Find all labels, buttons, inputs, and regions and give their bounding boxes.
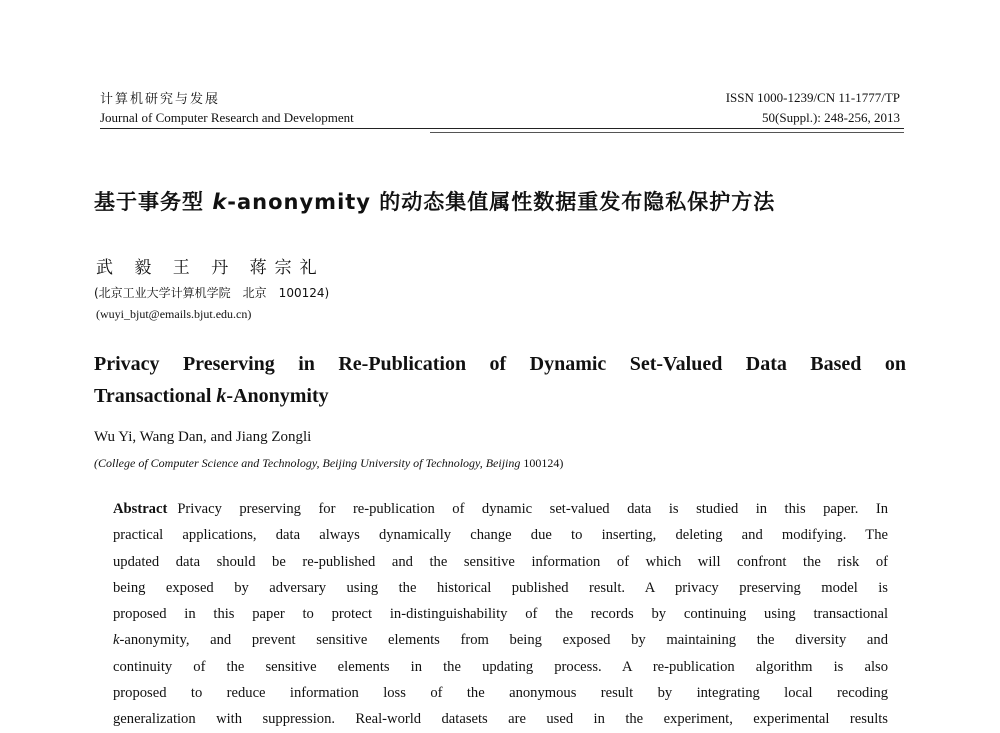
affiliation-en-text: (College of Computer Science and Technology, Beijing University of Technology, Beijing (94, 456, 524, 470)
abstract-label: Abstract (113, 501, 168, 517)
title-en-line2-part1: Transactional (94, 385, 217, 407)
authors-en: Wu Yi, Wang Dan, and Jiang Zongli (94, 429, 312, 445)
running-header (100, 88, 900, 136)
abstract-line: continuity of the sensitive elements in the updating process. A re-publication algorithm is also (113, 658, 888, 675)
title-en-line1: Privacy Preserving in Re-Publication of Dynamic Set-Valued Data Based on (94, 353, 906, 375)
header-rule (100, 128, 904, 129)
affiliation-en (94, 456, 563, 471)
title-en-line2-part2: -Anonymity (226, 385, 329, 407)
title-cn-k: k (212, 190, 228, 214)
author-email: (wuyi_bjut@emails.bjut.edu.cn) (96, 307, 252, 321)
journal-name-cn: 计算机研究与发展 (100, 92, 221, 107)
title-cn-part2: -anonymity 的动态集值属性数据重发布隐私保护方法 (227, 190, 776, 214)
abstract-line: proposed in this paper to protect in-distinguishability of the records by continuing using transactional (113, 606, 888, 623)
affiliation-cn: (北京工业大学计算机学院 北京 100124) (94, 286, 330, 300)
abstract (113, 496, 888, 733)
title-en (94, 348, 906, 412)
volume-pages: 50(Suppl.): 248-256, 2013 (762, 110, 900, 125)
abstract-text: -anonymity, and prevent sensitive elements from being exposed by maintaining the diversity and (119, 632, 888, 649)
header-rule-thin (430, 132, 904, 133)
title-en-line2 (94, 380, 906, 412)
abstract-line: being exposed by adversary using the historical published result. A privacy preserving model is (113, 579, 888, 596)
abstract-line (113, 496, 888, 522)
title-cn (94, 186, 775, 216)
abstract-line: updated data should be re-published and the sensitive information of which will confront the risk of (113, 553, 888, 570)
affiliation-en-postcode: 100124) (523, 456, 564, 470)
abstract-line (113, 627, 888, 653)
title-en-k: k (216, 385, 227, 407)
abstract-line: generalization with suppression. Real-world datasets are used in the experiment, experimental results (113, 711, 888, 728)
title-cn-part1: 基于事务型 (94, 190, 213, 214)
authors-cn: 武 毅 王 丹 蒋宗礼 (96, 258, 325, 278)
abstract-text: Privacy preserving for re-publication of dynamic set-valued data is studied in this paper. In (177, 501, 888, 517)
abstract-line: practical applications, data always dynamically change due to inserting, deleting and modifying. The (113, 527, 888, 544)
abstract-k: k (113, 632, 120, 649)
issn: ISSN 1000-1239/CN 11-1777/TP (725, 90, 900, 105)
abstract-line: proposed to reduce information loss of the anonymous result by integrating local recoding (113, 685, 888, 702)
journal-name-en: Journal of Computer Research and Development (100, 110, 354, 125)
